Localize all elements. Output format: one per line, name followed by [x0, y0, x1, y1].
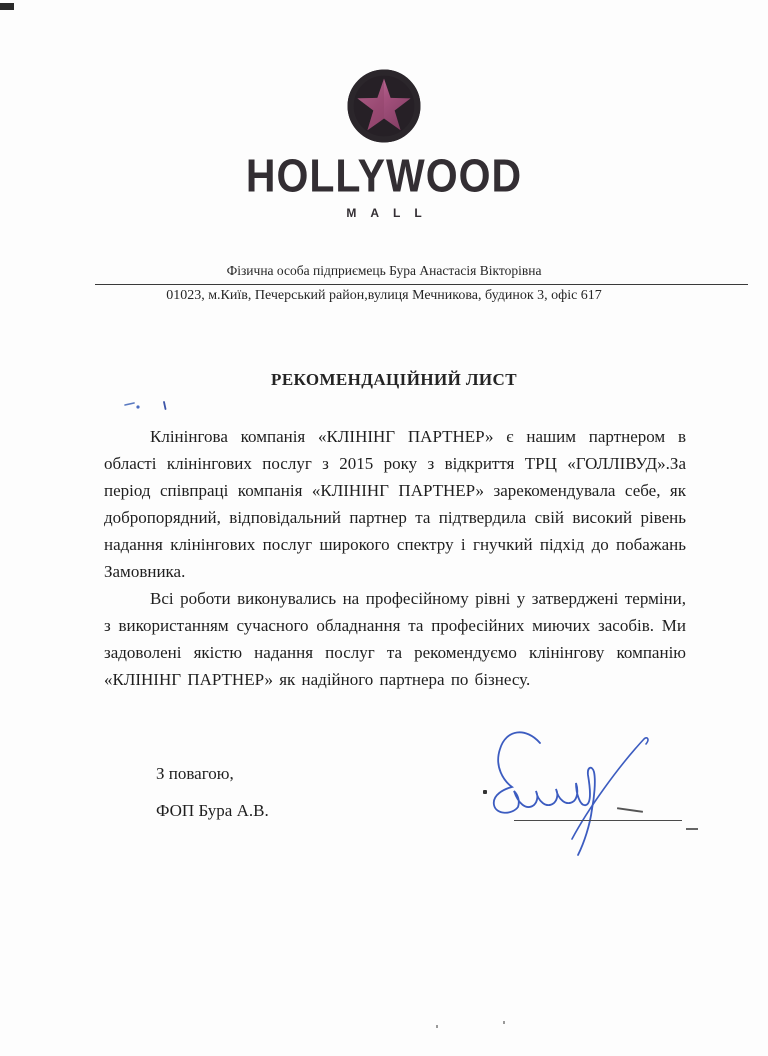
brand-subtitle: MALL [346, 206, 436, 220]
letterhead-divider [95, 284, 748, 285]
scan-artifact [0, 3, 14, 10]
entity-line: Фізична особа підприємець Бура Анастасія Вікторівна [226, 263, 542, 278]
scan-artifact [436, 1025, 438, 1028]
paragraph-2: Всі роботи виконувались на професійному рівні у затверджені терміни, з використанням сучасного обладнання та професійних миючих засобів. Ми задоволені якістю надання послуг та рекомендуємо клінінгову компанію «КЛІНІНГ ПАРТНЕР» як надійного партнера по бізнесу. [104, 589, 686, 689]
scan-artifact [503, 1021, 505, 1024]
pen-mark [124, 401, 170, 411]
scan-artifact [686, 828, 698, 830]
hollywood-star-icon [346, 68, 422, 144]
letter-title: РЕКОМЕНДАЦІЙНИЙ ЛИСТ [271, 370, 517, 389]
logo [0, 68, 768, 220]
paragraph-1: Клінінгова компанія «КЛІНІНГ ПАРТНЕР» є нашим партнером в області клінінгових послуг з 2015 року з відкриття ТРЦ «ГОЛЛІВУД».За період співпраці компанія «КЛІНІНГ ПАРТНЕР» зарекомендувала себе, як добропорядний, відповідальний партнер та підтвердила свій високий рівень надання клінінгових послуг широкого спектру і гнучкий підхід до побажань Замовника. [104, 427, 686, 581]
signature [468, 715, 708, 865]
address-line: 01023, м.Київ, Печерський район,вулиця Мечникова, будинок 3, офіс 617 [166, 288, 602, 303]
closing-line: З повагою, [156, 764, 234, 783]
signer-name: ФОП Бура А.В. [156, 801, 269, 820]
signature-line [514, 820, 682, 821]
brand-name: HOLLYWOOD [245, 150, 523, 202]
